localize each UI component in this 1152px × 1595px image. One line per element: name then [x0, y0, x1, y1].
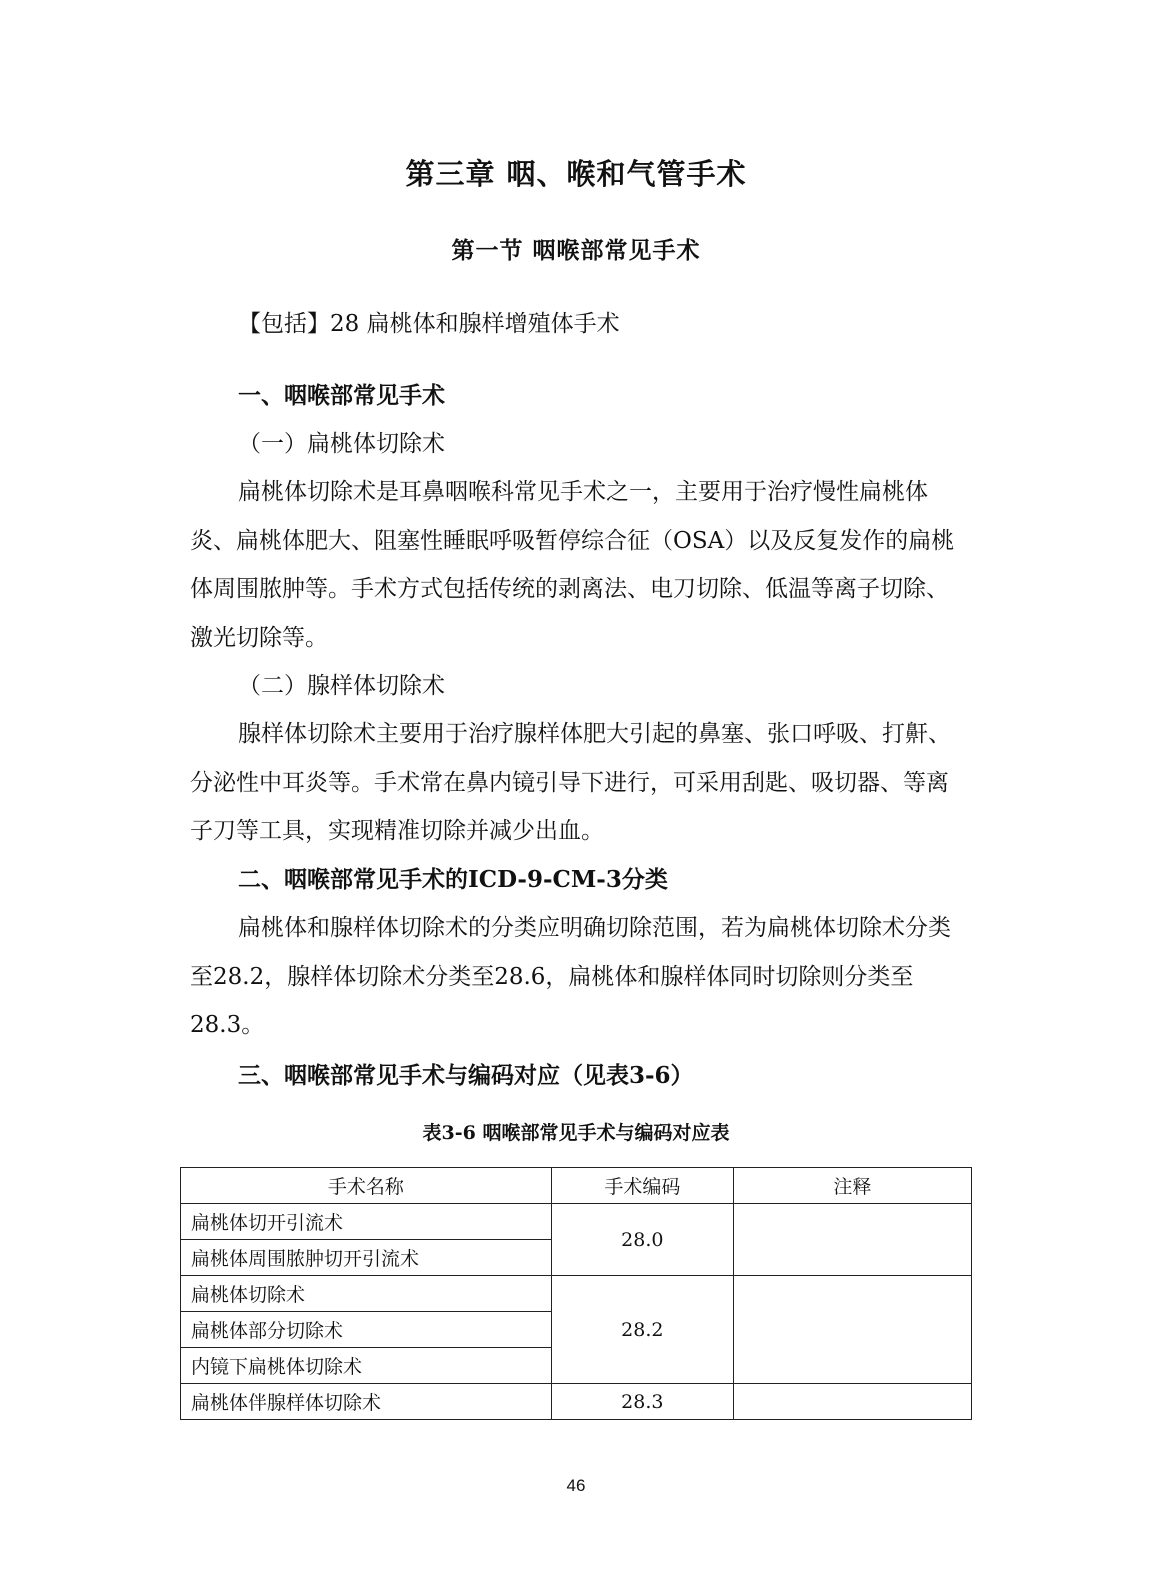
heading-1: 一、咽喉部常见手术: [238, 382, 445, 409]
header-procedure-code: 手术编码: [551, 1168, 733, 1204]
procedure-code-table: [180, 1167, 972, 1420]
procedure-name-cell: 扁桃体部分切除术: [181, 1312, 552, 1348]
table-header-row: [181, 1168, 972, 1204]
heading-3: 三、咽喉部常见手术与编码对应（见表3-6）: [238, 1062, 694, 1089]
paragraph-1: 扁桃体切除术是耳鼻咽喉科常见手术之一，主要用于治疗慢性扁桃体炎、扁桃体肥大、阻塞性睡眠呼吸暂停综合征（OSA）以及反复发作的扁桃体周围脓肿等。手术方式包括传统的剥离法、电刀切除、低温等离子切除、激光切除等。: [190, 479, 955, 651]
table-row: [181, 1276, 972, 1312]
procedure-code-cell: 28.0: [551, 1204, 733, 1276]
procedure-code-cell: 28.3: [551, 1384, 733, 1420]
header-procedure-name: 手术名称: [181, 1168, 552, 1204]
heading-2: 二、咽喉部常见手术的ICD-9-CM-3分类: [238, 866, 668, 893]
procedure-name-cell: 扁桃体伴腺样体切除术: [181, 1384, 552, 1420]
note-cell: [733, 1384, 971, 1420]
table-row: [181, 1204, 972, 1240]
procedure-name-cell: 扁桃体切除术: [181, 1276, 552, 1312]
page-number: 46: [566, 1476, 586, 1495]
procedure-name-cell: 内镜下扁桃体切除术: [181, 1348, 552, 1384]
subheading-1: （一）扁桃体切除术: [238, 431, 445, 457]
subheading-2: （二）腺样体切除术: [238, 673, 445, 699]
note-cell: [733, 1276, 971, 1384]
section-title: 第一节 咽喉部常见手术: [451, 237, 701, 264]
chapter-title: 第三章 咽、喉和气管手术: [405, 157, 747, 191]
note-cell: [733, 1204, 971, 1276]
header-note: 注释: [733, 1168, 971, 1204]
paragraph-3: 扁桃体和腺样体切除术的分类应明确切除范围，若为扁桃体切除术分类至28.2，腺样体切除术分类至28.6，扁桃体和腺样体同时切除则分类至28.3。: [190, 915, 951, 1038]
table-caption: 表3-6 咽喉部常见手术与编码对应表: [422, 1122, 730, 1144]
paragraph-2: 腺样体切除术主要用于治疗腺样体肥大引起的鼻塞、张口呼吸、打鼾、分泌性中耳炎等。手术常在鼻内镜引导下进行，可采用刮匙、吸切器、等离子刀等工具，实现精准切除并减少出血。: [190, 721, 951, 844]
procedure-code-cell: 28.2: [551, 1276, 733, 1384]
include-line: 【包括】28 扁桃体和腺样增殖体手术: [238, 311, 620, 337]
procedure-name-cell: 扁桃体周围脓肿切开引流术: [181, 1240, 552, 1276]
procedure-name-cell: 扁桃体切开引流术: [181, 1204, 552, 1240]
table-row: [181, 1384, 972, 1420]
